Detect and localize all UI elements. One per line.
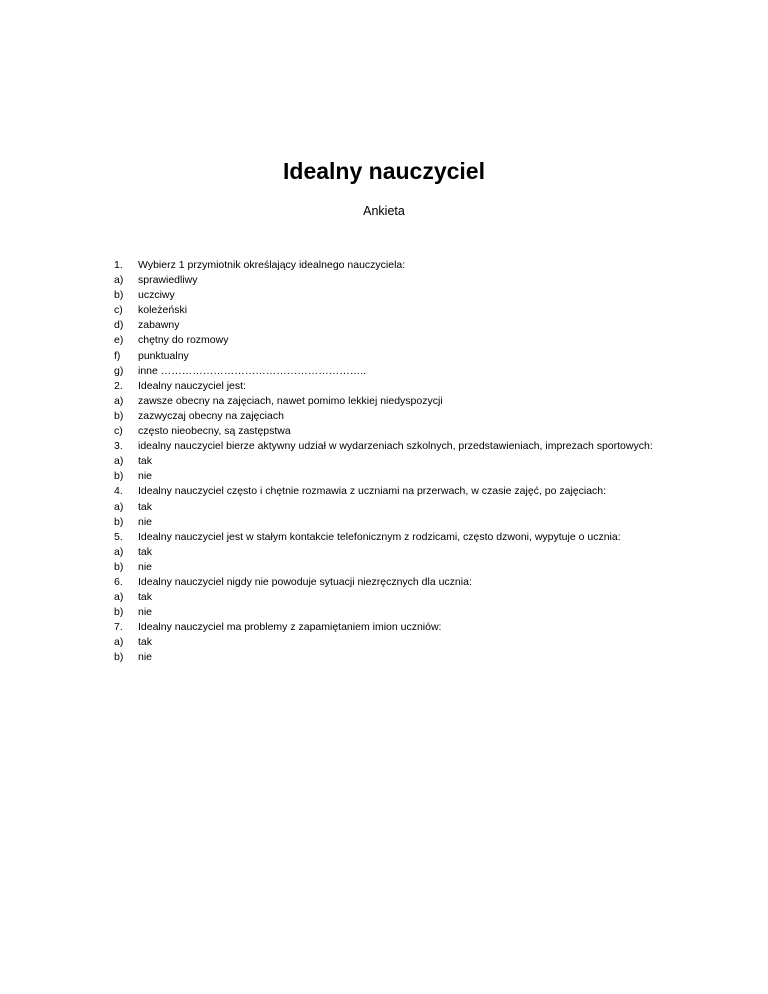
survey-question <box>114 484 714 499</box>
document-title: Idealny nauczyciel <box>283 158 485 184</box>
survey-option <box>114 288 714 303</box>
survey-question <box>114 575 714 590</box>
option-letter: a) <box>114 394 124 407</box>
survey-option <box>114 500 714 515</box>
option-letter: a) <box>114 636 124 649</box>
survey-option <box>114 424 714 439</box>
question-text: Idealny nauczyciel jest w stałym kontakcie telefonicznym z rodzicami, często dzwoni, wypytuje o ucznia: <box>138 530 621 543</box>
survey-option <box>114 469 714 484</box>
option-text: zawsze obecny na zajęciach, nawet pomimo lekkiej niedyspozycji <box>138 394 443 407</box>
question-text: idealny nauczyciel bierze aktywny udział w wydarzeniach szkolnych, przedstawieniach, imprezach sportowych: <box>138 440 653 453</box>
survey-option <box>114 605 714 620</box>
option-text: sprawiedliwy <box>138 274 198 287</box>
option-letter: b) <box>114 651 124 664</box>
option-text: tak <box>138 591 153 604</box>
survey-option <box>114 394 714 409</box>
option-letter: b) <box>114 409 124 422</box>
option-text: nie <box>138 606 153 619</box>
survey-option <box>114 545 714 560</box>
survey-question <box>114 379 714 394</box>
survey-question <box>114 530 714 545</box>
option-text: nie <box>138 651 153 664</box>
survey-question <box>114 258 714 273</box>
option-letter: a) <box>114 545 124 558</box>
question-text: Idealny nauczyciel często i chętnie rozmawia z uczniami na przerwach, w czasie zajęć, po zajęciach: <box>138 485 607 498</box>
survey-question <box>114 439 714 454</box>
question-number: 4. <box>114 485 123 498</box>
option-text: tak <box>138 500 153 513</box>
question-number: 5. <box>114 530 123 543</box>
survey-option <box>114 560 714 575</box>
question-text: Idealny nauczyciel jest: <box>138 379 246 392</box>
option-letter: d) <box>114 319 124 332</box>
option-text: chętny do rozmowy <box>138 334 229 347</box>
survey-question <box>114 620 714 635</box>
option-letter: c) <box>114 425 123 438</box>
option-text: inne ………………………………………………….. <box>138 364 367 377</box>
question-text: Idealny nauczyciel ma problemy z zapamiętaniem imion uczniów: <box>138 621 442 634</box>
question-text: Wybierz 1 przymiotnik określający idealnego nauczyciela: <box>138 259 406 271</box>
option-letter: a) <box>114 591 124 604</box>
option-letter: a) <box>114 455 124 468</box>
option-letter: a) <box>114 500 124 513</box>
option-text: tak <box>138 545 153 558</box>
question-number: 7. <box>114 621 123 634</box>
option-letter: b) <box>114 515 124 528</box>
survey-option <box>114 635 714 650</box>
survey-option <box>114 454 714 469</box>
survey-option <box>114 650 714 665</box>
option-text: koleżeński <box>138 304 188 317</box>
option-text: uczciwy <box>138 289 175 302</box>
question-number: 1. <box>114 259 123 271</box>
survey-option <box>114 409 714 424</box>
option-text: nie <box>138 560 153 573</box>
survey-option <box>114 349 714 364</box>
option-text: punktualny <box>138 349 189 362</box>
survey-option <box>114 273 714 288</box>
survey-option <box>114 303 714 318</box>
option-letter: b) <box>114 470 124 483</box>
survey-option <box>114 515 714 530</box>
option-text: często nieobecny, są zastępstwa <box>138 425 291 438</box>
survey-list <box>114 258 714 666</box>
question-text: Idealny nauczyciel nigdy nie powoduje sytuacji niezręcznych dla ucznia: <box>138 575 472 588</box>
option-letter: g) <box>114 364 124 377</box>
option-text: nie <box>138 515 153 528</box>
option-letter: b) <box>114 289 124 302</box>
option-letter: f) <box>114 349 121 362</box>
option-text: zazwyczaj obecny na zajęciach <box>138 409 284 422</box>
option-letter: e) <box>114 334 124 347</box>
option-text: tak <box>138 455 153 468</box>
option-letter: a) <box>114 274 124 287</box>
document-subtitle: Ankieta <box>363 204 405 218</box>
question-number: 2. <box>114 379 123 392</box>
option-letter: b) <box>114 606 124 619</box>
survey-option <box>114 364 714 379</box>
option-text: nie <box>138 470 153 483</box>
survey-option <box>114 590 714 605</box>
question-number: 6. <box>114 575 123 588</box>
survey-option <box>114 333 714 348</box>
option-text: tak <box>138 636 153 649</box>
option-letter: c) <box>114 304 123 317</box>
option-letter: b) <box>114 560 124 573</box>
option-text: zabawny <box>138 319 180 332</box>
survey-option <box>114 318 714 333</box>
question-number: 3. <box>114 440 123 453</box>
